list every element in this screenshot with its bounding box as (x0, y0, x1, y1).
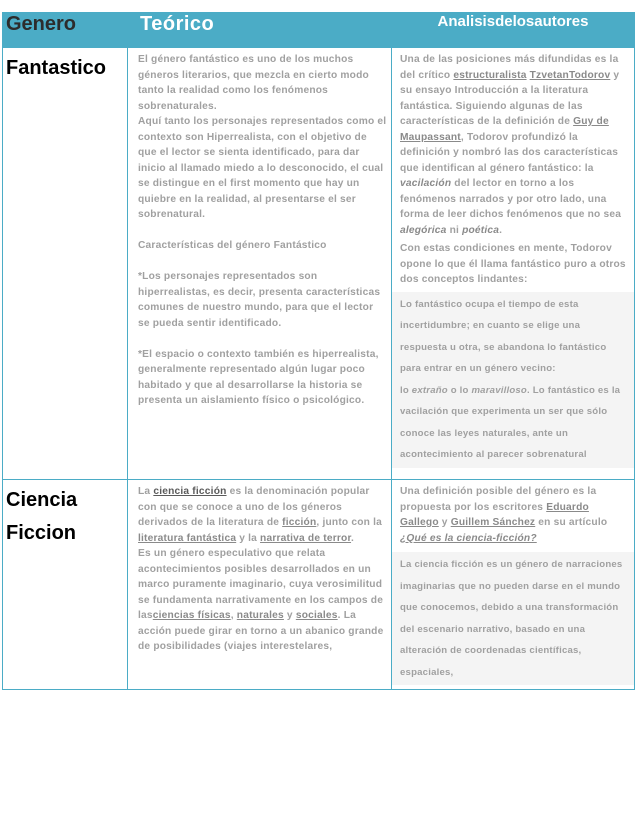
link-guillem-sanchez[interactable]: Guillem Sánchez (450, 517, 536, 528)
theory-paragraph: La ciencia ficción es la denominación popular con que se conoce a uno de los géneros derivados de la literatura de ficción, junto con la literatura fantástica y la narrativa de terror. (138, 486, 383, 544)
theory-paragraph: Aquí tanto los personajes representados como el contexto son Hiperrealista, con el objetivo de que el lector se sienta identificado, para dar inicio al llamado miedo a lo desconocido, el cual se distingue en el first momento que hay un quiebre en la realidad, al presentarse el ser sobrenatural. (138, 116, 387, 220)
header-teorico-cell (128, 13, 392, 48)
link-naturales[interactable]: naturales (236, 610, 284, 621)
link-narrativa-terror[interactable]: narrativa de terror (260, 532, 352, 544)
genre-cell-ciencia-ficcion (3, 480, 128, 690)
analysis-cell-fantastico (392, 48, 635, 480)
header-analisis-cell (392, 13, 635, 48)
header-genero-cell (3, 13, 128, 48)
row-ciencia-ficcion (3, 480, 635, 690)
analysis-shaded-block (392, 292, 634, 468)
genre-fantastico: Fantastico (6, 57, 107, 79)
analysis-paragraph: Una de las posiciones más difundidas es la del crítico estructuralista TzvetanTodorov y su ensayo Introducción a la literatura fantástica. Siguiendo algunas de las características de la definición de Guy de Maupassant, Todorov profundizó la definición y nombró las dos características que identifican al género fantástico: la vacilación del lector en torno a los fenómenos narrados y por otro lado, una forma de leer dichos fenómenos que no sea alegórica ni poética. (400, 54, 622, 236)
header-genero: Genero (6, 13, 77, 35)
analysis-quote: lo extraño o lo maravilloso. Lo fantástico es la vacilación que experimenta un ser que sólo conoce las leyes naturales, ante un acontecimiento al parecer sobrenatural (400, 384, 621, 460)
link-maupassant[interactable]: Guy de Maupassant (400, 116, 609, 143)
link-sociales[interactable]: sociales (295, 610, 338, 621)
link-estructuralista[interactable]: estructuralista (453, 69, 527, 81)
row-fantastico (3, 48, 635, 480)
theory-bullet: *El espacio o contexto también es hiperrealista, generalmente representado algún lugar poco habitado y que al desarrollarse la historia se presenta un aislamiento físico o psicológico. (138, 348, 379, 406)
analysis-quote: Lo fantástico ocupa el tiempo de esta incertidumbre; en cuanto se elige una respuesta u otra, se abandona lo fantástico para entrar en un género vecino: (400, 298, 607, 374)
link-ciencias-fisicas[interactable]: ciencias físicas (152, 610, 231, 621)
analysis-quote: La ciencia ficción es un género de narraciones imaginarias que no pueden darse en el mundo que conocemos, debido a una transformación del escenario narrativo, basado en una alteración de coordenadas científicas, espaciales, (400, 559, 623, 678)
genre-cell-fantastico (3, 48, 128, 480)
theory-paragraph: El género fantástico es uno de los muchos géneros literarios, que mezcla en cierto modo tanto la realidad como los fenómenos sobrenaturales. (138, 54, 369, 112)
genre-table (2, 12, 635, 690)
link-eduardo-gallego[interactable]: Eduardo Gallego (400, 501, 589, 528)
theory-subheading: Características del género Fantástico (138, 240, 327, 251)
link-todorov[interactable]: TzvetanTodorov (529, 69, 611, 81)
theory-paragraph: Es un género especulativo que relata acontecimientos posibles desarrollados en un marco puramente imaginario, cuya verosimilitud se fundamenta narrativamente en los campos de lasciencias físicas, naturales y sociales. La acción puede girar en torno a un abanico grande de posibilidades (viajes interestelares, (138, 548, 384, 652)
theory-cell-ciencia-ficcion (128, 480, 392, 690)
analysis-paragraph: Con estas condiciones en mente, Todorov opone lo que él llama fantástico puro a otros dos conceptos lindantes: (400, 243, 626, 285)
analysis-paragraph: Una definición posible del género es la propuesta por los escritores Eduardo Gallego y Guillem Sánchez en su artículo ¿Qué es la ciencia-ficción? (400, 486, 608, 544)
theory-bullet: *Los personajes representados son hiperrealistas, es decir, presenta características comunes de nuestro mundo, para que el lector se pueda sentir identificado. (138, 271, 381, 329)
header-row (3, 13, 635, 48)
header-teorico: Teórico (140, 13, 215, 35)
theory-cell-fantastico (128, 48, 392, 480)
header-analisis: Analisisdelosautores (437, 13, 589, 30)
article-title: ¿Qué es la ciencia-ficción? (400, 532, 537, 544)
analysis-shaded-block (392, 552, 634, 685)
genre-ciencia-ficcion: Ciencia Ficcion (6, 489, 78, 544)
link-ficcion[interactable]: ficción (282, 517, 317, 528)
link-ciencia-ficcion[interactable]: ciencia ficción (153, 486, 227, 497)
link-literatura-fantastica[interactable]: literatura fantástica (138, 532, 237, 544)
analysis-cell-ciencia-ficcion (392, 480, 635, 690)
